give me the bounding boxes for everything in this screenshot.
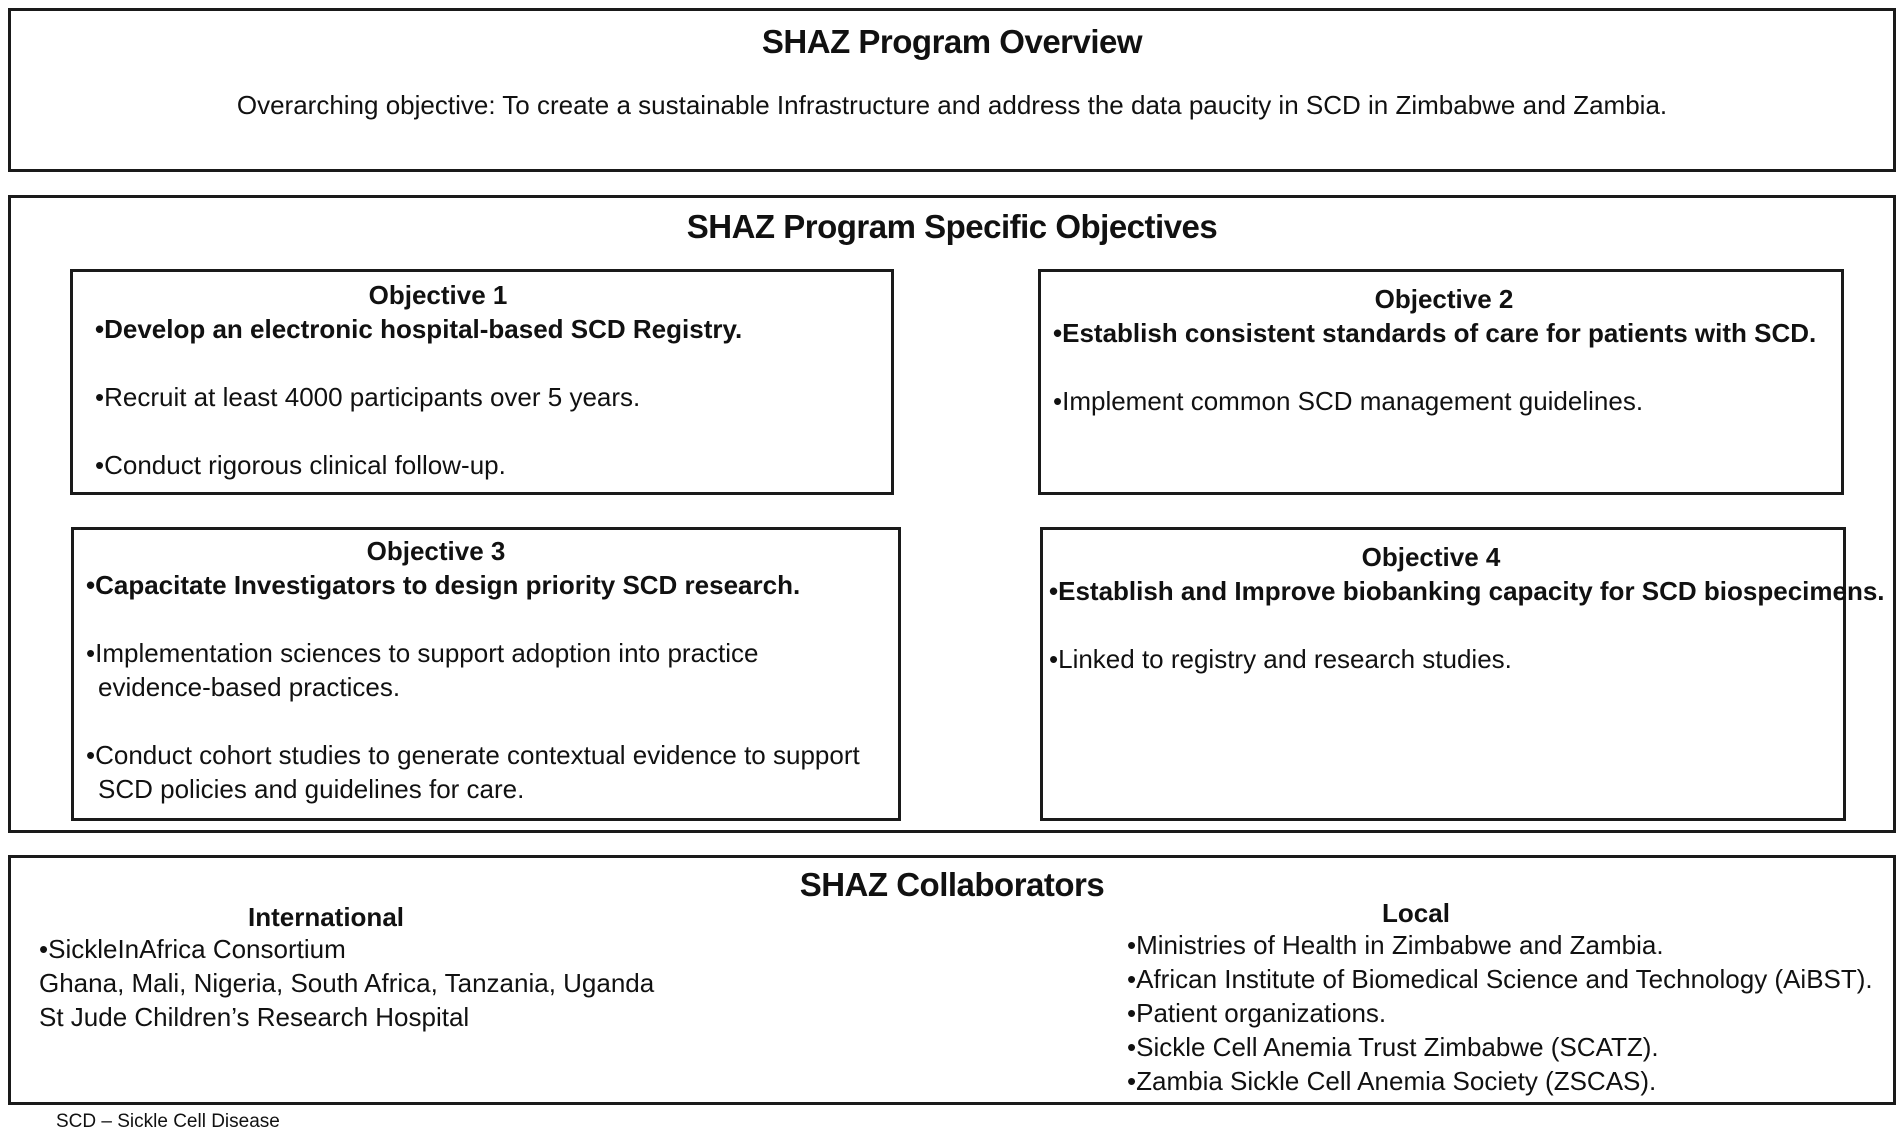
objective-4-heading: Objective 4 xyxy=(1361,542,1501,572)
local-heading: Local xyxy=(1382,898,1450,928)
local-item-2: •African Institute of Biomedical Science and Technology (AiBST). xyxy=(1127,964,1873,994)
international-item-3: St Jude Children’s Research Hospital xyxy=(39,1002,470,1032)
specific-objectives-box xyxy=(8,195,1896,833)
local-item-1: •Ministries of Health in Zimbabwe and Zambia. xyxy=(1127,930,1664,960)
collaborators-box xyxy=(8,855,1896,1105)
objective-3-bullet-2: •Implementation sciences to support adoption into practice xyxy=(86,638,759,668)
local-item-5: •Zambia Sickle Cell Anemia Society (ZSCAS). xyxy=(1127,1066,1657,1096)
overview-box xyxy=(8,8,1896,172)
collaborators-title: SHAZ Collaborators xyxy=(799,866,1105,903)
objective-1-bullet-3: •Conduct rigorous clinical follow-up. xyxy=(95,450,506,480)
objective-1-bullet-2: •Recruit at least 4000 participants over 5 years. xyxy=(95,382,641,412)
international-list xyxy=(39,932,654,1034)
objective-1-box xyxy=(70,269,894,495)
objective-3-bullet-1: •Capacitate Investigators to design priority SCD research. xyxy=(86,570,801,600)
objective-3-bullet-3: •Conduct cohort studies to generate contextual evidence to support xyxy=(86,740,860,770)
objective-3-bullet-3-cont: SCD policies and guidelines for care. xyxy=(98,774,525,804)
objective-3-box xyxy=(71,527,901,821)
local-list xyxy=(1127,928,1873,1098)
objective-2-bullet-1: •Establish consistent standards of care for patients with SCD. xyxy=(1053,318,1817,348)
overarching-objective: Overarching objective: To create a sustainable Infrastructure and address the data paucity in SCD in Zimbabwe and Zambia. xyxy=(236,90,1668,120)
specific-objectives-title: SHAZ Program Specific Objectives xyxy=(686,208,1218,245)
objective-3-bullet-2-cont: evidence-based practices. xyxy=(98,672,401,702)
footnote: SCD – Sickle Cell Disease xyxy=(56,1111,280,1132)
objective-3-heading: Objective 3 xyxy=(366,536,506,566)
objective-2-bullet-2: •Implement common SCD management guidelines. xyxy=(1053,386,1644,416)
international-heading: International xyxy=(247,902,404,932)
objective-1-heading: Objective 1 xyxy=(368,280,508,310)
local-item-4: •Sickle Cell Anemia Trust Zimbabwe (SCATZ). xyxy=(1127,1032,1659,1062)
objective-2-box xyxy=(1038,269,1844,495)
objective-4-box xyxy=(1040,527,1885,821)
objective-4-bullet-1: •Establish and Improve biobanking capacity for SCD biospecimens. xyxy=(1049,576,1885,606)
international-item-2: Ghana, Mali, Nigeria, South Africa, Tanzania, Uganda xyxy=(39,968,655,998)
objective-2-heading: Objective 2 xyxy=(1374,284,1514,314)
objective-4-bullet-2: •Linked to registry and research studies. xyxy=(1049,644,1512,674)
overview-title: SHAZ Program Overview xyxy=(761,23,1143,60)
international-item-1: •SickleInAfrica Consortium xyxy=(39,934,346,964)
objective-1-bullet-1: •Develop an electronic hospital-based SCD Registry. xyxy=(95,314,743,344)
local-item-3: •Patient organizations. xyxy=(1127,998,1387,1028)
